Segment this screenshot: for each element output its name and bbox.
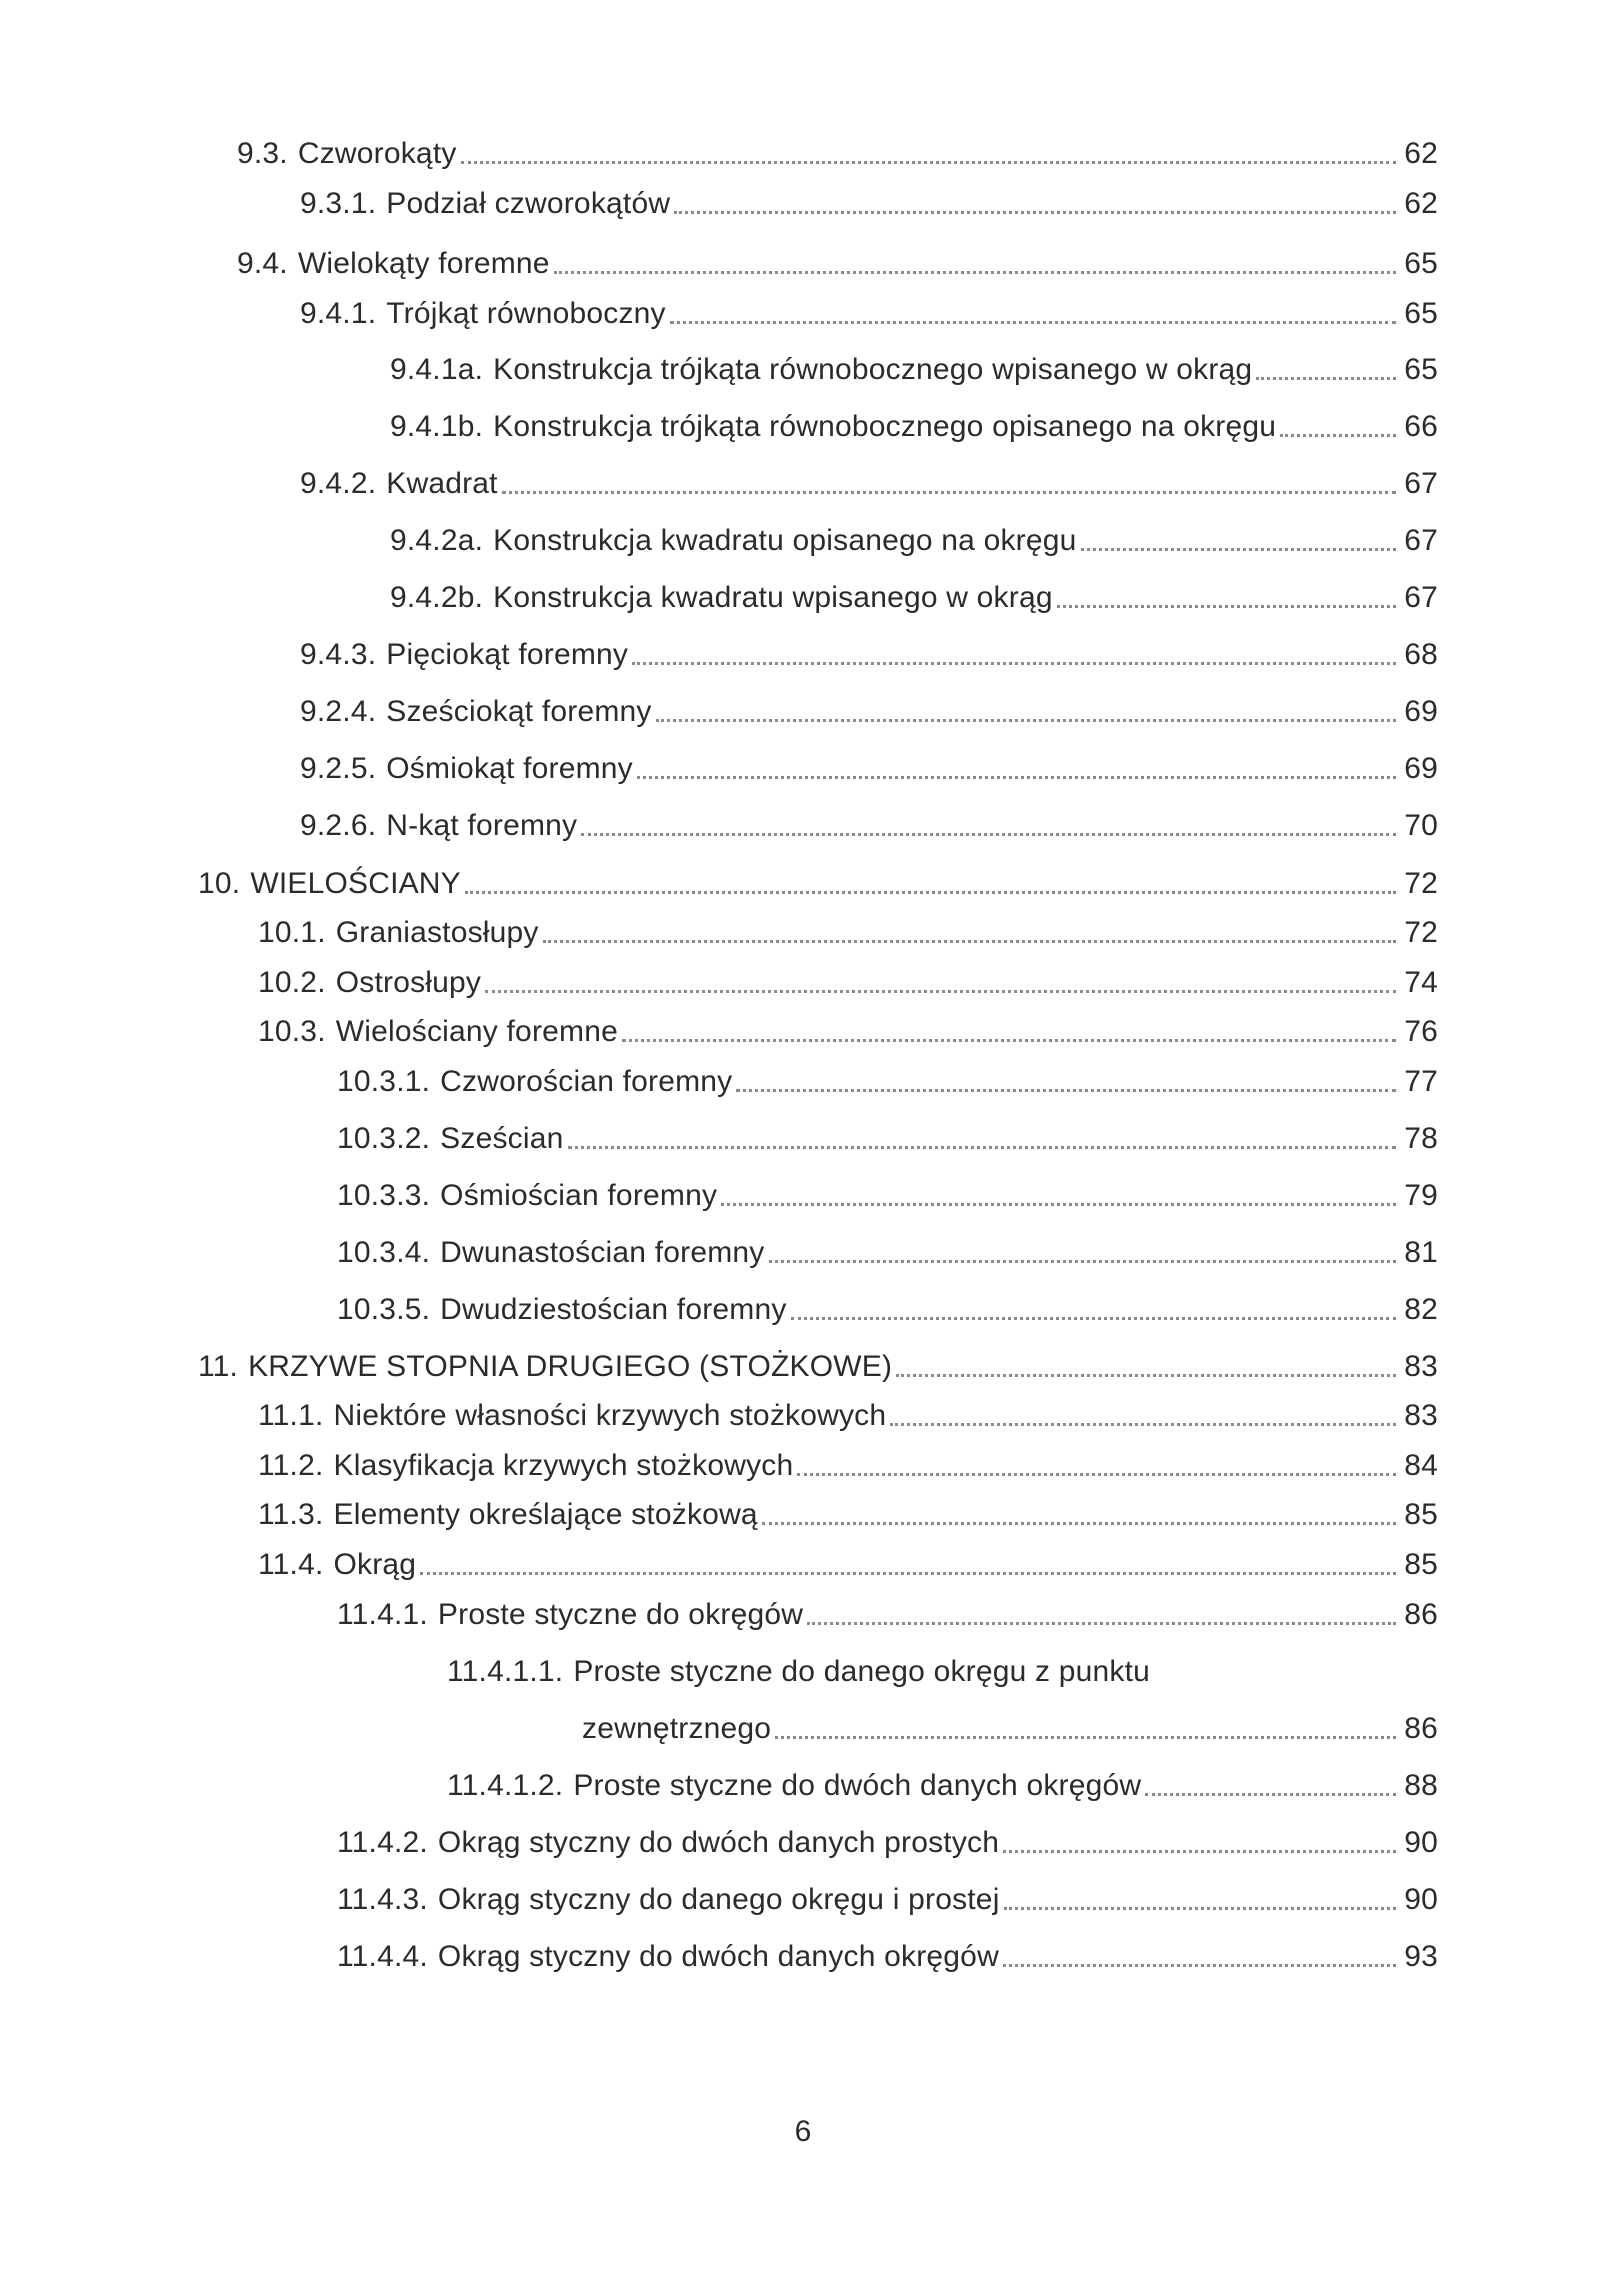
toc-entry — [337, 1587, 1438, 1633]
toc-entry — [337, 1872, 1438, 1918]
toc-dot-leader — [797, 1473, 1396, 1476]
toc-entry-page: 72 — [1404, 916, 1438, 949]
toc-entry — [447, 1758, 1438, 1804]
toc-entry-number: 9.4.2b. — [390, 581, 484, 614]
toc-entry-title: Dwudziestościan foremny — [440, 1293, 787, 1326]
toc-entry-page: 67 — [1404, 581, 1438, 614]
toc-entry — [300, 684, 1438, 730]
toc-entry-number: 9.2.6. — [300, 809, 377, 842]
toc-entry-number: 10.3. — [258, 1015, 326, 1048]
toc-entry — [337, 1929, 1438, 1975]
toc-entry-title: Okrąg — [333, 1548, 417, 1581]
toc-entry-number: 11.1. — [258, 1399, 324, 1432]
toc-entry-page: 74 — [1404, 966, 1438, 999]
toc-entry-number: 11.3. — [258, 1498, 324, 1531]
toc-entry — [300, 741, 1438, 787]
toc-dot-leader — [465, 891, 1396, 894]
toc-dot-leader — [791, 1317, 1397, 1320]
toc-entry-number: 10.3.2. — [337, 1122, 431, 1155]
toc-entry — [300, 286, 1438, 332]
toc-entry-number: 9.2.4. — [300, 695, 377, 728]
toc-entry-page: 69 — [1404, 752, 1438, 785]
toc-entry — [258, 1487, 1438, 1533]
toc-dot-leader — [721, 1203, 1396, 1206]
toc-entry-title: Czworościan foremny — [440, 1065, 733, 1098]
toc-entry-title: Okrąg styczny do dwóch danych okręgów — [437, 1940, 999, 1973]
toc-entry-number: 11.4.1.2. — [447, 1769, 564, 1802]
toc-dot-leader — [1280, 434, 1396, 437]
toc-dot-leader — [762, 1522, 1396, 1525]
toc-entry-title: Proste styczne do danego okręgu z punktu — [573, 1655, 1151, 1688]
toc-dot-leader — [674, 211, 1396, 214]
toc-entry-page: 90 — [1404, 1883, 1438, 1916]
toc-dot-leader — [502, 491, 1396, 494]
toc-entry-page: 83 — [1404, 1350, 1438, 1383]
toc-dot-leader — [656, 719, 1397, 722]
toc-entry — [258, 905, 1438, 951]
toc-dot-leader — [1003, 1850, 1396, 1853]
toc-dot-leader — [1057, 605, 1397, 608]
toc-entry-page: 88 — [1404, 1769, 1438, 1802]
toc-entry-page: 67 — [1404, 467, 1438, 500]
toc-entry — [390, 399, 1438, 445]
toc-entry-number: 11.4. — [258, 1548, 324, 1581]
toc-entry-continuation — [582, 1701, 1438, 1747]
toc-entry-title: Kwadrat — [386, 467, 498, 500]
toc-entry-number: 10.3.4. — [337, 1236, 431, 1269]
toc-entry-page: 62 — [1404, 137, 1438, 170]
toc-entry-title: KRZYWE STOPNIA DRUGIEGO (STOŻKOWE) — [248, 1350, 893, 1383]
toc-dot-leader — [775, 1736, 1396, 1739]
toc-entry — [258, 1537, 1438, 1583]
toc-entry — [337, 1282, 1438, 1328]
toc-dot-leader — [581, 833, 1396, 836]
toc-entry-number: 9.4.3. — [300, 638, 377, 671]
toc-entry-page: 72 — [1404, 867, 1438, 900]
page-number: 6 — [794, 2115, 812, 2148]
toc-dot-leader — [637, 776, 1396, 779]
toc-entry-number: 9.4. — [237, 247, 288, 280]
toc-entry-page: 79 — [1404, 1179, 1438, 1212]
toc-entry-page: 78 — [1404, 1122, 1438, 1155]
toc-entry-page: 84 — [1404, 1449, 1438, 1482]
toc-dot-leader — [670, 321, 1396, 324]
toc-entry-number: 11.2. — [258, 1449, 324, 1482]
toc-dot-leader — [1003, 1964, 1396, 1967]
toc-entry-title: Konstrukcja trójkąta równobocznego opisanego na okręgu — [493, 410, 1277, 443]
toc-entry-page: 93 — [1404, 1940, 1438, 1973]
toc-dot-leader — [632, 662, 1396, 665]
toc-dot-leader — [420, 1572, 1396, 1575]
toc-entry-number: 10.1. — [258, 916, 326, 949]
toc-entry-page: 65 — [1404, 247, 1438, 280]
toc-entry-number: 11.4.1.1. — [447, 1655, 564, 1688]
toc-entry-page: 70 — [1404, 809, 1438, 842]
toc-entry-number: 9.3. — [237, 137, 288, 170]
toc-entry — [198, 856, 1438, 902]
toc-entry-page: 77 — [1404, 1065, 1438, 1098]
toc-dot-leader — [461, 161, 1397, 164]
toc-entry-page: 65 — [1404, 297, 1438, 330]
toc-entry-title: Proste styczne do okręgów — [437, 1598, 804, 1631]
toc-entry-page: 68 — [1404, 638, 1438, 671]
toc-entry-title: Okrąg styczny do danego okręgu i prostej — [437, 1883, 1000, 1916]
toc-entry-number: 10.3.5. — [337, 1293, 431, 1326]
toc-dot-leader — [1145, 1793, 1396, 1796]
toc-entry-title: Trójkąt równoboczny — [386, 297, 666, 330]
toc-entry — [237, 236, 1438, 282]
toc-dot-leader — [890, 1423, 1396, 1426]
toc-entry-title: Okrąg styczny do dwóch danych prostych — [437, 1826, 1000, 1859]
toc-entry-title: Graniastosłupy — [335, 916, 539, 949]
toc-entry-page: 67 — [1404, 524, 1438, 557]
toc-entry-title: Proste styczne do dwóch danych okręgów — [573, 1769, 1142, 1802]
toc-entry — [258, 1388, 1438, 1434]
toc-entry — [337, 1815, 1438, 1861]
toc-entry-title: Ośmiokąt foremny — [386, 752, 633, 785]
toc-entry-number: 10.3.3. — [337, 1179, 431, 1212]
toc-entry-title: Ostrosłupy — [335, 966, 482, 999]
toc-entry-page: 85 — [1404, 1548, 1438, 1581]
toc-entry-title: Elementy określające stożkową — [333, 1498, 758, 1531]
toc-entry — [300, 456, 1438, 502]
toc-entry-number: 11.4.4. — [337, 1940, 428, 1973]
toc-entry-title: Czworokąty — [297, 137, 457, 170]
toc-dot-leader — [769, 1260, 1397, 1263]
toc-dot-leader — [543, 940, 1397, 943]
toc-entry-title: Niektóre własności krzywych stożkowych — [333, 1399, 887, 1432]
toc-entry-title: Ośmiościan foremny — [440, 1179, 718, 1212]
toc-entry-page: 76 — [1404, 1015, 1438, 1048]
toc-entry-title: WIELOŚCIANY — [250, 867, 461, 900]
toc-entry — [237, 126, 1438, 172]
toc-entry — [390, 570, 1438, 616]
toc-entry-title: Podział czworokątów — [386, 187, 671, 220]
toc-dot-leader — [807, 1622, 1396, 1625]
toc-entry-number: 9.4.1b. — [390, 410, 484, 443]
toc-entry-number: 9.4.2. — [300, 467, 377, 500]
toc-entry-title: Konstrukcja trójkąta równobocznego wpisanego w okrąg — [493, 353, 1253, 386]
toc-dot-leader — [622, 1039, 1396, 1042]
toc-entry-page: 62 — [1404, 187, 1438, 220]
toc-entry-title: Dwunastościan foremny — [440, 1236, 765, 1269]
toc-entry-number: 9.4.1. — [300, 297, 377, 330]
toc-entry — [300, 798, 1438, 844]
toc-entry-number: 11.4.1. — [337, 1598, 428, 1631]
toc-entry — [390, 513, 1438, 559]
toc-entry-number: 11.4.3. — [337, 1883, 428, 1916]
toc-entry-number: 9.2.5. — [300, 752, 377, 785]
toc-dot-leader — [568, 1146, 1397, 1149]
toc-entry — [337, 1225, 1438, 1271]
toc-entry — [447, 1644, 1438, 1690]
toc-entry-number: 10.3.1. — [337, 1065, 431, 1098]
toc-entry-title: Klasyfikacja krzywych stożkowych — [333, 1449, 794, 1482]
toc-entry-page: 81 — [1404, 1236, 1438, 1269]
toc-entry-title: Sześciokąt foremny — [386, 695, 652, 728]
toc-entry-page: 69 — [1404, 695, 1438, 728]
toc-entry — [300, 176, 1438, 222]
toc-dot-leader — [896, 1374, 1396, 1377]
toc-entry — [258, 1004, 1438, 1050]
toc-entry — [258, 1438, 1438, 1484]
toc-entry-number: 11.4.2. — [337, 1826, 428, 1859]
toc-dot-leader — [554, 271, 1397, 274]
toc-entry-title: Pięciokąt foremny — [386, 638, 629, 671]
toc-entry-page: 65 — [1404, 353, 1438, 386]
toc-entry-page: 90 — [1404, 1826, 1438, 1859]
toc-entry-page: 66 — [1404, 410, 1438, 443]
toc-entry-number: 11. — [198, 1350, 239, 1383]
toc-entry — [337, 1111, 1438, 1157]
toc-dot-leader — [1081, 548, 1397, 551]
toc-entry-title: Konstrukcja kwadratu opisanego na okręgu — [493, 524, 1077, 557]
toc-entry — [198, 1339, 1438, 1385]
toc-entry-number: 9.4.1a. — [390, 353, 484, 386]
toc-dot-leader — [485, 990, 1396, 993]
toc-entry-page: 86 — [1404, 1598, 1438, 1631]
toc-entry-title: zewnętrznego — [582, 1712, 772, 1745]
toc-entry — [337, 1054, 1438, 1100]
toc-entry-number: 9.3.1. — [300, 187, 377, 220]
toc-entry-title: Wielościany foremne — [335, 1015, 618, 1048]
toc-entry-title: N-kąt foremny — [386, 809, 578, 842]
toc-entry-page: 86 — [1404, 1712, 1438, 1745]
toc-entry-number: 10. — [198, 867, 241, 900]
toc-dot-leader — [1004, 1907, 1397, 1910]
toc-entry-page: 83 — [1404, 1399, 1438, 1432]
toc-entry — [337, 1168, 1438, 1214]
toc-entry-number: 10.2. — [258, 966, 326, 999]
toc-entry-title: Sześcian — [440, 1122, 564, 1155]
toc-entry-page: 82 — [1404, 1293, 1438, 1326]
toc-entry — [390, 342, 1438, 388]
toc-entry-page: 85 — [1404, 1498, 1438, 1531]
toc-entry — [300, 627, 1438, 673]
toc-entry-title: Konstrukcja kwadratu wpisanego w okrąg — [493, 581, 1053, 614]
toc-entry-title: Wielokąty foremne — [297, 247, 550, 280]
toc-entry — [258, 955, 1438, 1001]
toc-entry-number: 9.4.2a. — [390, 524, 484, 557]
toc-dot-leader — [736, 1089, 1396, 1092]
toc-dot-leader — [1256, 377, 1396, 380]
